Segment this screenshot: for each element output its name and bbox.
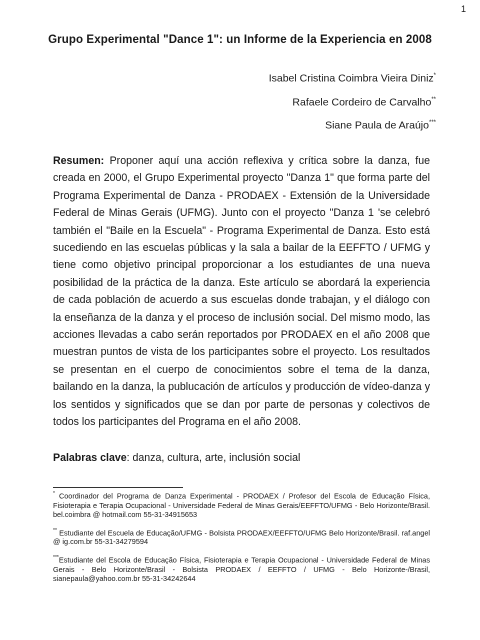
footnote-marker: ** xyxy=(53,527,57,534)
abstract-label: Resumen: xyxy=(53,155,105,167)
author-line xyxy=(269,90,436,114)
footnote-marker: ** xyxy=(431,96,436,103)
author-name: Isabel Cristina Coimbra Vieira Diniz xyxy=(268,72,434,85)
keywords xyxy=(53,452,430,464)
keywords-text: : danza, cultura, arte, inclusión social xyxy=(126,452,301,464)
footnote-marker: *** xyxy=(53,554,59,561)
page-number: 1 xyxy=(460,4,466,14)
footnote-marker: * xyxy=(53,491,55,497)
footnote-text: Estudiante del Escola de Educação Física, Fisioterapia e Terapia Ocupacional - Universidade Federal de Minas Gerais - Belo Horizonte/Brasil - Bolsista PRODAEX / EEFFTO / UFMG - Belo Horizonte-/Brasil, sianepaula@yahoo.com.br 55-31-34242644 xyxy=(53,555,430,584)
footnote xyxy=(53,554,430,584)
author-name: Siane Paula de Araújo xyxy=(325,119,429,132)
paper-title: Grupo Experimental "Dance 1": un Informe de la Experiencia en 2008 xyxy=(48,34,432,46)
author-line xyxy=(269,66,436,90)
footnote xyxy=(53,527,430,547)
footnote-marker: * xyxy=(433,73,436,79)
author-name: Rafaele Cordeiro de Carvalho xyxy=(292,96,432,108)
footnote xyxy=(53,490,430,520)
keywords-label: Palabras clave xyxy=(53,452,127,464)
footnote-text: Estudiante del Escuela de Educação/UFMG - Bolsista PRODAEX/EEFFTO/UFMG Belo Horizonte/Brasil. raf.angel @ ig.com.br 55-31-34279594 xyxy=(53,528,430,547)
abstract xyxy=(53,153,430,432)
footnotes xyxy=(53,490,430,591)
author-line xyxy=(269,113,436,137)
footnote-divider xyxy=(53,487,183,488)
footnote-marker: *** xyxy=(428,120,436,126)
abstract-text: Proponer aquí una acción reflexiva y crítica sobre la danza, fue creada en 2000, el Grupo Experimental proyecto "Danza 1" que forma parte del Programa Experimental de Danza - PRODAEX - Extensión de la Universidade Federal de Minas Gerais (UFMG). Junto con el proyecto "Danza 1 'se celebró también el "Baile en la Escuela" - Programa Experimental de Danza. Esto está sucediendo en las escuelas públicas y la sala a bailar de la EEFFTO / UFMG y tiene como objetivo principal proporcionar a los estudiantes de una nueva posibilidad de la práctica de la danza. Este artículo se abordará la experiencia de cada población de acuerdo a sus escuelas donde trabajan, y el diálogo con la enseñanza de la danza y el proceso de inclusión social. Del mismo modo, las acciones llevadas a cabo serán reportados por PRODAEX en el año 2008 que muestran puntos de vista de los participantes sobre el proyecto. Los resultados se presentan en el cuerpo de conocimientos sobre el tema de la danza, bailando en la danza, la publucación de artículos y producción de vídeo-danza y los sentidos y significados que se dan por parte de personas y colectivos de todos los participantes del Programa en el año 2008. xyxy=(53,155,430,429)
footnote-text: Coordinador del Programa de Danza Experimental - PRODAEX / Profesor del Escola de Educação Física, Fisioterapia e Terapia Ocupacional - Universidade Federal de Minas Gerais/EEFFTO/UFMG - Belo Horizonte/Brasil. bel.coimbra @ hotmail.com 55-31-34915653 xyxy=(53,491,430,520)
author-list xyxy=(269,66,436,137)
